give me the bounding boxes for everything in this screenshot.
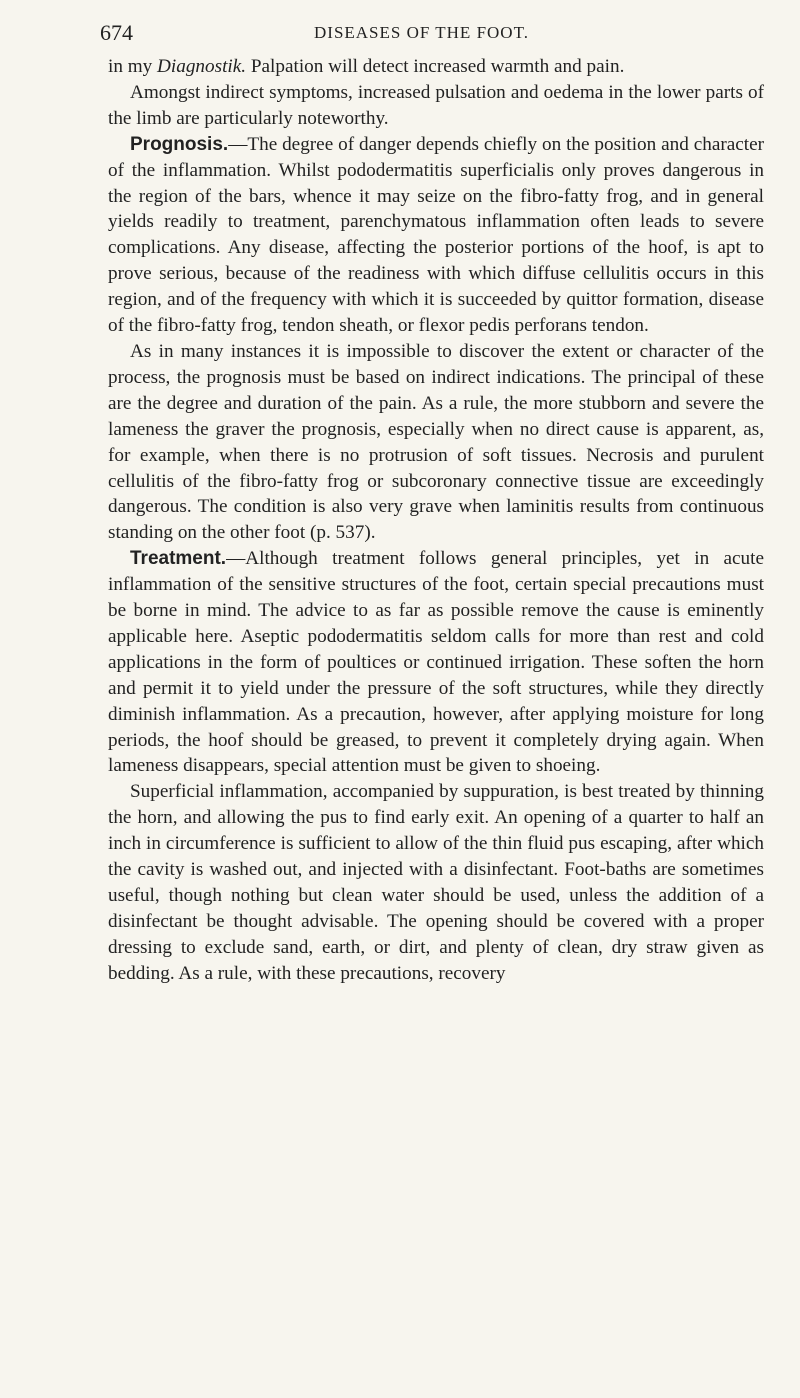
prognosis-text: —The degree of danger depends chiefly on the position and character of the inflammation. Whilst pododermatitis superficialis only proves dangerous in the region of the bars, whence it may seize on the fibro-fatty frog, and in general yields readily to treatment, parenchymatous inflammation often leads to severe complications. Any disease, affecting the posterior portions of the hoof, is apt to prove serious, because of the readiness with which diffuse cellulitis occurs in this region, and of the frequency with which it is succeeded by quittor formation, disease of the fibro-fatty frog, tendon sheath, or flexor pedis perforans tendon. [108,133,764,337]
p1-start: in my [108,56,158,77]
body-text [108,54,764,987]
p1-rest: Palpation will detect increased warmth and pain. [246,56,625,77]
prognosis-heading: Prognosis. [130,133,229,155]
page-number: 674 [100,20,133,45]
running-title: DISEASES OF THE FOOT. [314,23,529,42]
paragraph-prognosis [108,132,764,339]
diagnostik-title: Diagnostik. [157,56,247,77]
paragraph-prognosis-indications: As in many instances it is impossible to discover the extent or character of the process, the prognosis must be based on indirect indications. The principal of these are the degree and duration of the pain. As a rule, the more stubborn and severe the lameness the graver the prognosis, especially when no direct cause is apparent, as, for example, when there is no protrusion of soft tissues. Necrosis and purulent cellulitis of the fibro-fatty frog or subcoronary connective tissue are exceedingly dangerous. The condition is also very grave when laminitis results from continuous standing on the other foot (p. 537). [108,340,764,544]
running-head [100,20,764,54]
paragraph-treatment [108,546,764,779]
paragraph-continuation [108,54,764,80]
paragraph-superficial-inflammation: Superficial inflammation, accompanied by suppuration, is best treated by thinning the horn, and allowing the pus to find early exit. An opening of a quarter to half an inch in circumference is sufficient to allow of the thin fluid pus escaping, after which the cavity is washed out, and injected with a disinfectant. Foot-baths are sometimes useful, though nothing but clean water should be used, unless the addition of a disinfectant be thought advisable. The opening should be covered with a proper dressing to exclude sand, earth, or dirt, and plenty of clean, dry straw given as bedding. As a rule, with these precautions, recovery [108,781,764,984]
treatment-heading: Treatment. [130,548,227,570]
paragraph-indirect-symptoms: Amongst indirect symptoms, increased pulsation and oedema in the lower parts of the limb are particularly noteworthy. [108,81,764,129]
treatment-text: —Although treatment follows general principles, yet in acute inflammation of the sensitive structures of the foot, certain special precautions must be borne in mind. The advice to as far as possible remove the cause is eminently applicable here. Aseptic pododermatitis seldom calls for more than rest and cold applications in the form of poultices or continued irrigation. These soften the horn and permit it to yield under the pressure of the soft structures, while they directly diminish inflammation. As a precaution, however, after applying moisture for long periods, the hoof should be greased, to prevent it completely drying again. When lameness disappears, special attention must be given to shoeing. [108,548,764,777]
